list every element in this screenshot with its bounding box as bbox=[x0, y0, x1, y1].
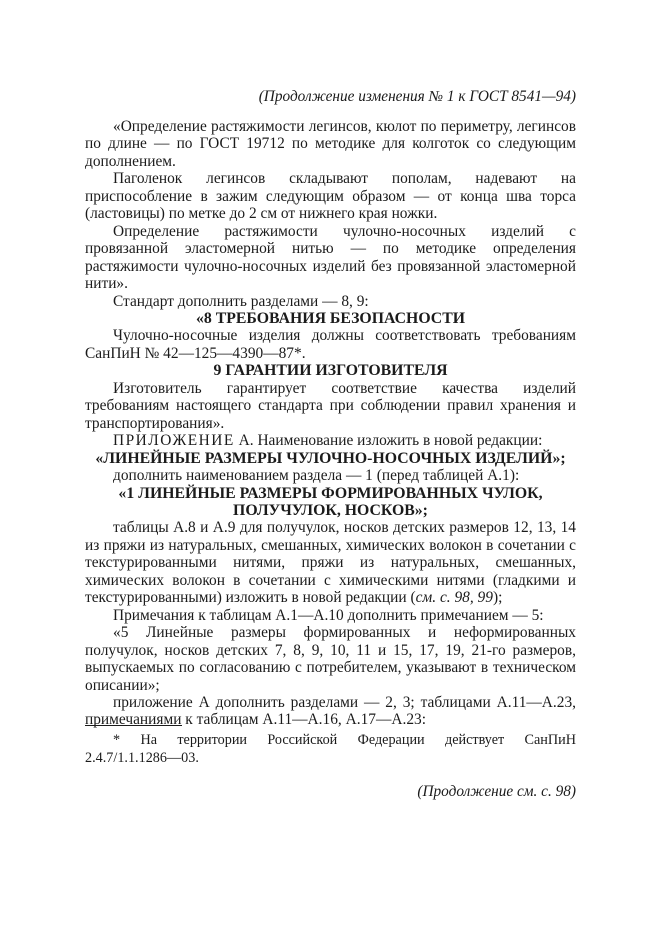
continuation-note: (Продолжение см. с. 98) bbox=[417, 783, 576, 800]
heading-linear-sizes: «ЛИНЕЙНЫЕ РАЗМЕРЫ ЧУЛОЧНО-НОСОЧНЫХ ИЗДЕЛИЙ»; bbox=[95, 449, 566, 467]
appendix-word: ПРИЛОЖЕНИЕ bbox=[113, 432, 235, 450]
footnote-text-line2: 2.4.7/1.1.1286—03. bbox=[85, 750, 199, 766]
paragraph-appendix-a bbox=[85, 432, 576, 449]
heading-formed-line2: ПОЛУЧУЛОК, НОСКОВ»; bbox=[233, 501, 428, 519]
paragraph-appendix-additions: приложение А дополнить разделами — 2, 3; таблицами А.11—А.23, примечаниями к таблицам А.11—А.16, А.17—А.23: bbox=[85, 693, 576, 729]
paragraph-leg-fold: Паголенок легинсов складывают пополам, надевают на приспособление в зажим следующим образом — от конца шва торса (ластовицы) по метке до 2 см от нижнего края ножки. bbox=[85, 170, 576, 223]
footnote-rule bbox=[85, 725, 182, 726]
paragraph-elastomer: Определение растяжимости чулочно-носочных изделий с провязанной эластомерной нитью — по методике определения растяжимости чулочно-носочных изделий без провязанной эластомерной нити». bbox=[85, 222, 576, 293]
tables-text: таблицы А.8 и А.9 для получулок, носков детских размеров 12, 13, 14 из пряжи из натуральных, смешанных, химических волокон в сочетании с текстурированными нитями, пряжи из натуральных, смешанных, химических волокон в сочетании с химическими нитями (гладкими и текстурированными) изложить в новой редакции ( bbox=[85, 519, 576, 607]
tables-text-end: ); bbox=[492, 589, 503, 607]
section-heading-safety: «8 ТРЕБОВАНИЯ БЕЗОПАСНОСТИ bbox=[195, 309, 466, 327]
running-title: (Продолжение изменения № 1 к ГОСТ 8541—94) bbox=[258, 88, 576, 105]
appendix-rest: А. Наименование изложить в новой редакции: bbox=[234, 432, 543, 450]
heading-formed-line1: «1 ЛИНЕЙНЫЕ РАЗМЕРЫ ФОРМИРОВАННЫХ ЧУЛОК, bbox=[118, 484, 543, 502]
paragraph-add-sections: Стандарт дополнить разделами — 8, 9: bbox=[113, 292, 369, 310]
paragraph-tables-a8-a9 bbox=[85, 519, 576, 606]
text-column bbox=[85, 88, 576, 729]
footnote-text-line1: * На территории Российской Федерации действует СанПиН bbox=[113, 732, 576, 748]
paragraph-note-5: «5 Линейные размеры формированных и неформированных получулок, носков детских 7, 8, 9, 10, 11 и 15, 17, 19, 21-го размеров, выпускаемых по согласованию с потребителем, указывают в техническом описании»; bbox=[85, 624, 576, 694]
paragraph-add-section-name: дополнить наименованием раздела — 1 (перед таблицей А.1): bbox=[113, 467, 520, 485]
paragraph-notes-tables: Примечания к таблицам А.1—А.10 дополнить примечанием — 5: bbox=[113, 606, 544, 624]
section-heading-warranty: 9 ГАРАНТИИ ИЗГОТОВИТЕЛЯ bbox=[213, 362, 448, 380]
paragraph-stretch-leggings: «Определение растяжимости легинсов, кюлот по периметру, легинсов по длине — по ГОСТ 19712 по методике для колготок со следующим дополнением. bbox=[85, 118, 576, 170]
paragraph-sanpin: Чулочно-носочные изделия должны соответствовать требованиям СанПиН № 42—125—4390—87*. bbox=[85, 327, 576, 362]
see-pages-ref: см. с. 98, 99 bbox=[415, 589, 493, 607]
paragraph-warranty: Изготовитель гарантирует соответствие качества изделий требованиям настоящего стандарта при соблюдении правил хранения и транспортирования». bbox=[85, 379, 576, 432]
heading-formed-stockings bbox=[85, 485, 576, 520]
footnote bbox=[85, 725, 576, 767]
